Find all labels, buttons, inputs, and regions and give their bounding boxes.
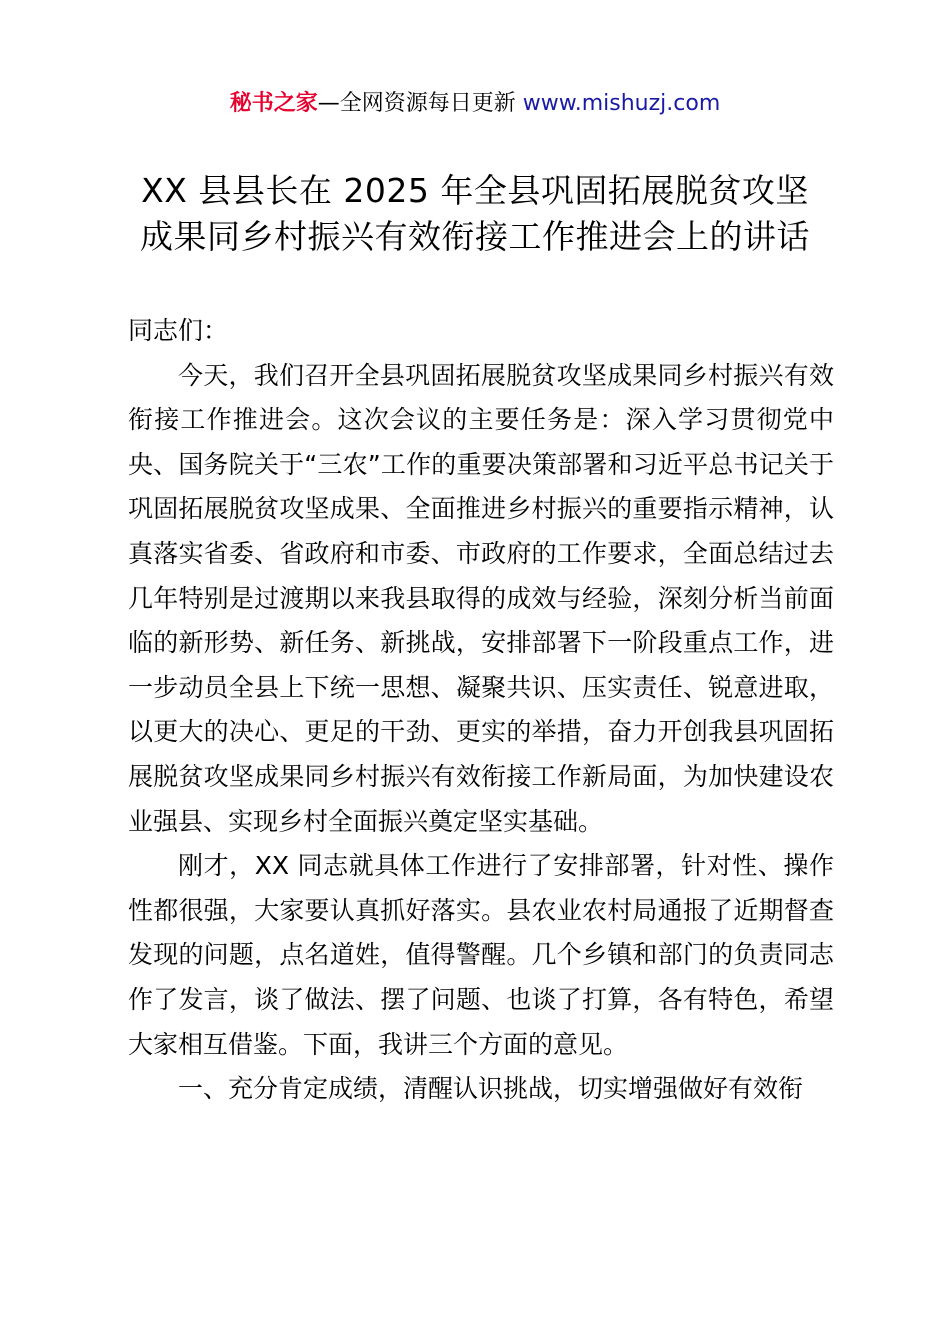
document-title: [100, 168, 850, 260]
title-line-1: XX 县县长在 2025 年全县巩固拓展脱贫攻坚: [141, 171, 809, 210]
site-url[interactable]: www.mishuzj.com: [522, 91, 721, 116]
section-heading-1: 一、充分肯定成绩，清醒认识挑战，切实增强做好有效衔: [178, 1074, 804, 1104]
document-body: [128, 309, 834, 1112]
title-line-2: 成果同乡村振兴有效衔接工作推进会上的讲话: [140, 217, 810, 256]
paragraph-opening: 今天，我们召开全县巩固拓展脱贫攻坚成果同乡村振兴有效衔接工作推进会。这次会议的主要任务是：深入学习贯彻党中央、国务院关于“三农”工作的重要决策部署和习近平总书记关于巩固拓展脱贫攻坚成果、全面推进乡村振兴的重要指示精神，认真落实省委、省政府和市委、市政府的工作要求，全面总结过去几年特别是过渡期以来我县取得的成效与经验，深刻分析当前面临的新形势、新任务、新挑战，安排部署下一阶段重点工作，进一步动员全县上下统一思想、凝聚共识、压实责任、锐意进取，以更大的决心、更足的干劲、更实的举措，奋力开创我县巩固拓展脱贫攻坚成果同乡村振兴有效衔接工作新局面，为加快建设农业强县、实现乡村全面振兴奠定坚实基础。: [128, 360, 834, 836]
site-tagline: —全网资源每日更新: [317, 91, 523, 116]
salutation: 同志们：: [128, 316, 229, 345]
site-header: [0, 88, 950, 120]
paragraph-review: 刚才，XX 同志就具体工作进行了安排部署，针对性、操作性都很强，大家要认真抓好落实。县农业农村局通报了近期督查发现的问题，点名道姓，值得警醒。几个乡镇和部门的负责同志作了发言，谈了做法、摆了问题、也谈了打算，各有特色，希望大家相互借鉴。下面，我讲三个方面的意见。: [128, 851, 834, 1059]
brand-name: 秘书之家: [229, 91, 318, 116]
